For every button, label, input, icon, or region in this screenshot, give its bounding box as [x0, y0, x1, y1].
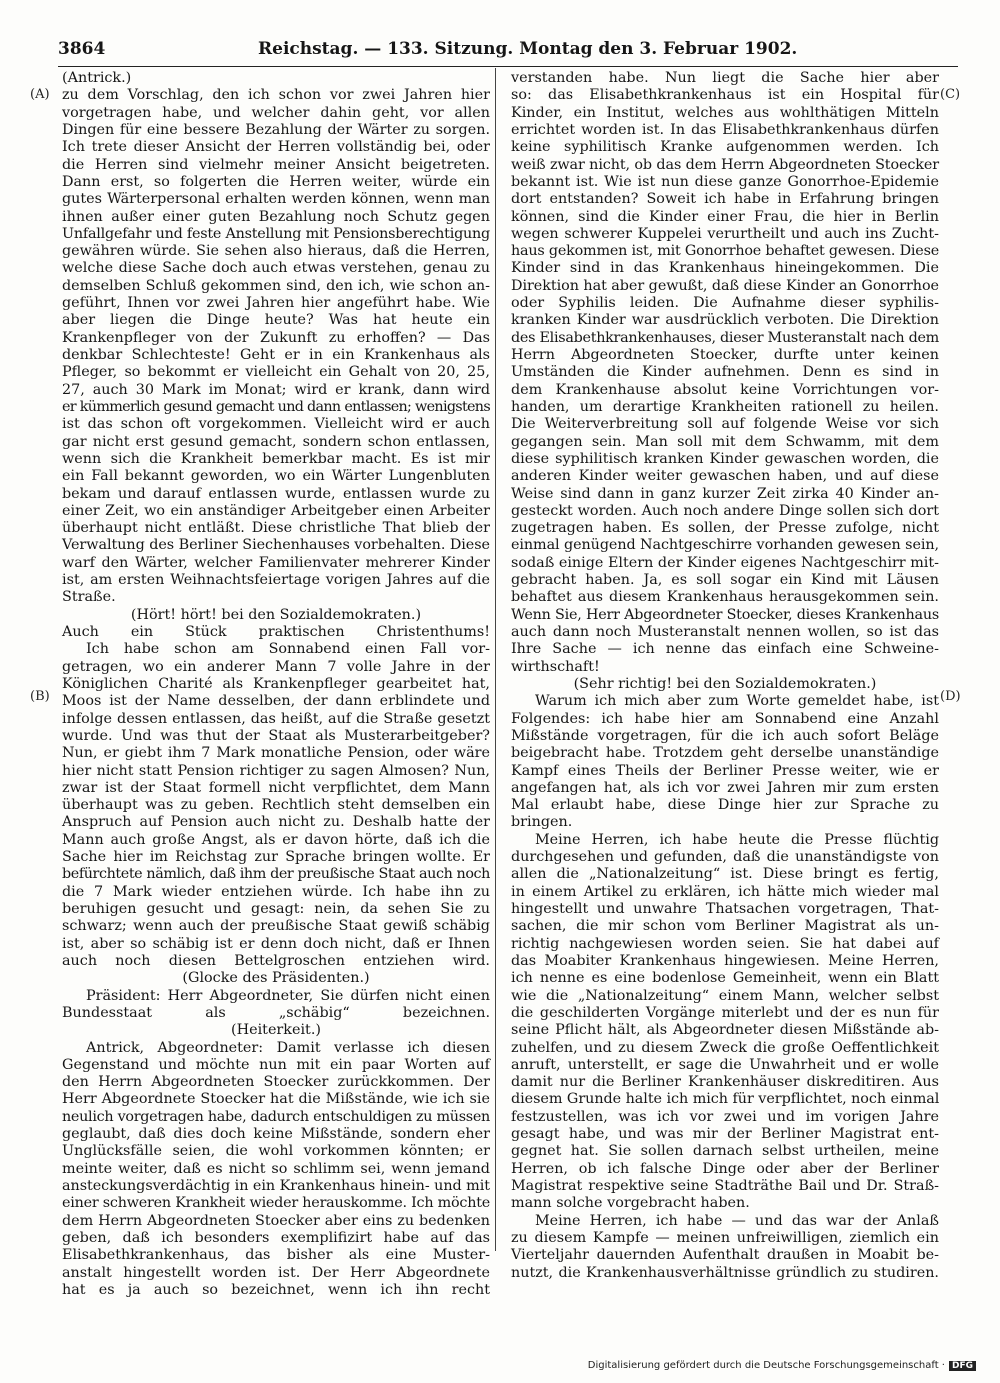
text-line: gesagt habe, und was mir der Berliner Magistrat ent- [511, 1126, 939, 1143]
text-line: bekam und darauf entlassen wurde, entlassen wurde zu [62, 485, 490, 502]
text-line: gegnet hat. Sie sollen darnach selbst urtheilen, meine [511, 1143, 939, 1160]
text-line: anruft, unterstellt, er sage die Unwahrheit und er wolle [511, 1056, 939, 1073]
text-line: Antrick, Abgeordneter: Damit verlasse ich diesen [86, 1039, 490, 1056]
text-line: dort entstanden? Soweit ich habe in Erfahrung bringen [511, 191, 939, 208]
text-line: geglaubt, daß dies doch keine Mißstände, sondern eher [62, 1126, 490, 1143]
text-line: richtig nachgewiesen worden seien. Sie hat dabei auf [511, 935, 939, 952]
text-line: hier nicht statt Pension richtiger zu sagen Almosen? Nun, [62, 762, 490, 779]
text-line: einer Zeit, wo ein anständiger Arbeitgeber einen Arbeiter [62, 502, 490, 519]
text-line: nutzt, die Krankenhausverhältnisse gründlich zu studiren. [511, 1264, 939, 1281]
left-column [62, 70, 490, 1299]
text-line: Ich habe schon am Sonnabend einen Fall vor- [86, 641, 490, 658]
text-line: angefangen hat, als ich vor zwei Jahren mir zum ersten [511, 779, 939, 796]
text-line: (Sehr richtig! bei den Sozialdemokraten.) [573, 675, 877, 692]
text-line: gegangen sein. Man soll mit dem Schwamm, mit dem [511, 433, 939, 450]
margin-marker-c: (C) [940, 87, 961, 102]
text-line: verstanden habe. Nun liegt die Sache hier aber [511, 70, 939, 86]
text-line: befürchtete nämlich, daß ihm der preußische Staat auch noch [62, 866, 490, 883]
text-line: ich nenne es eine bodenlose Gemeinheit, wenn ein Blatt [511, 970, 939, 987]
text-line: den Herrn Abgeordneten Stoecker zurückkommen. Der [62, 1074, 490, 1091]
text-line: kranken Kinder war ausdrücklich verboten. Die Direktion [511, 312, 939, 329]
text-line: denkbar Schlechteste! Geht er in ein Krankenhaus als [62, 347, 490, 363]
text-line: können, sind die Kinder einer Frau, die hier in Berlin [511, 208, 939, 225]
text-line: Anspruch auf Pension auch nicht zu. Deshalb hatte der [62, 814, 490, 831]
dfg-logo: DFG [949, 1361, 976, 1371]
text-line: Elisabethkrankenhaus, das bisher als eine Muster- [62, 1247, 490, 1264]
page-number: 3864 [58, 39, 106, 59]
text-line: zu dem Vorschlag, den ich schon vor zwei Jahren hier [62, 87, 490, 104]
text-line: überhaupt nicht entläßt. Diese christliche That blieb der [62, 520, 490, 537]
text-line: vorgetragen habe, und welcher dahin geht, vor allen [62, 104, 490, 121]
text-line: dem Herrn Abgeordneten Stoecker aber eins zu bedenken [62, 1212, 490, 1229]
text-line: sodaß einige Eltern der Kinder eigenes Nachtgeschirr mit- [511, 554, 939, 571]
text-line: Moos ist der Name desselben, der dann erblindete und [62, 693, 490, 710]
text-line: einmal genügend Nachtgeschirre vorhanden gewesen sein, [511, 537, 939, 554]
text-line: Kampf eines Theils der Berliner Presse weiter, wie er [511, 762, 939, 779]
text-line: Bundesstaat als „schäbig“ bezeichnen. [62, 1004, 490, 1021]
text-line: Vierteljahr dauernden Aufenthalt draußen in Moabit be- [511, 1247, 939, 1264]
text-line: gebracht haben. Ja, es soll sogar ein Kind mit Läusen [511, 572, 939, 589]
text-line: Meine Herren, ich habe heute die Presse flüchtig [535, 831, 939, 848]
text-line: ihnen außer einer guten Bezahlung noch Schutz gegen [62, 208, 490, 225]
text-line: 27, auch 30 Mark im Monat; wird er krank, dann wird [62, 381, 490, 398]
text-line: (Antrick.) [62, 70, 132, 86]
text-line: Folgendes: ich habe hier am Sonnabend eine Anzahl [511, 710, 939, 727]
text-line: (Heiterkeit.) [231, 1022, 321, 1039]
text-line: bringen. [511, 814, 573, 831]
text-line: auch noch diesen Bettelgroschen entziehen wird. [62, 952, 490, 969]
text-line: welche diese Sache doch auch etwas verstehen, genau zu [62, 260, 490, 277]
text-line: wirthschaft! [511, 658, 600, 675]
text-line: allen die „Nationalzeitung“ ist. Diese bringt es fertig, [511, 866, 939, 883]
text-line: zu diesem Kampfe — meinen unfreiwilligen, ziemlich ein [511, 1229, 939, 1246]
text-line: gesteckt worden. Auch noch andere Dinge sollen sich dort [511, 502, 939, 519]
text-line: getragen, wo ein anderer Mann 7 volle Jahre in der [62, 658, 490, 675]
header-rule [58, 66, 958, 67]
text-line: auch dann noch Musteranstalt nennen wollen, so ist das [511, 624, 939, 640]
text-line: Ihre Sache — ich nenne das einfach eine Schweine- [511, 641, 939, 658]
text-line: Straße. [62, 589, 116, 606]
text-line: Unfallgefahr und feste Anstellung mit Pensionsberechtigung [62, 225, 490, 242]
text-line: zwar ist der Staat formell nicht verpflichtet, dem Mann [62, 779, 490, 796]
text-line: dem Krankenhause absolut keine Vorrichtungen vor- [511, 381, 939, 398]
text-line: gar nicht erst gesund gemacht, sondern schon entlassen, [62, 433, 490, 450]
text-line: hat es ja auch so bezeichnet, wenn ich ihn recht [62, 1281, 490, 1298]
text-line: Die Weiterverbreitung soll auf folgende Weise vor sich [511, 416, 939, 433]
text-line: Verwaltung des Berliner Siechenhauses vorbehalten. Diese [62, 537, 490, 554]
text-line: Mann auch große Angst, als er davon hörte, daß ich die [62, 831, 490, 848]
text-line: die Herren sind vielmehr meiner Ansicht beigetreten. [62, 156, 490, 173]
text-line: weiß zwar nicht, ob das dem Herrn Abgeordneten Stoecker [511, 156, 939, 173]
text-line: Kinder, ein Institut, welches aus wohlthätigen Mitteln [511, 104, 939, 121]
text-line: die 7 Mark wieder entziehen würde. Ich habe ihn zu [62, 883, 490, 900]
text-line: wenn sich die Krankheit bemerkbar macht. Es ist mir [62, 450, 490, 467]
text-line: sachen, die mir schon vom Berliner Magistrat als un- [511, 918, 939, 935]
text-line: wurde. Und was thut der Staat als Musterarbeitgeber? [62, 727, 490, 744]
text-line: ansteckungsverdächtig in ein Krankenhaus hinein- und mit [62, 1178, 490, 1194]
text-line: Auch ein Stück praktischen Christenthums! [62, 624, 490, 640]
text-line: Herr Abgeordnete Stoecker hat die Mißstände, wie ich sie [62, 1091, 490, 1108]
footer-text: Digitalisierung gefördert durch die Deutsche Forschungsgemeinschaft · [587, 1360, 945, 1371]
text-line: Meine Herren, ich habe — und das war der Anlaß [535, 1212, 939, 1229]
text-line: er kümmerlich gesund gemacht und dann entlassen; wenigstens [62, 398, 490, 415]
text-line: einer schweren Krankheit wieder herauskomme. Ich möchte [62, 1195, 490, 1212]
text-line: so: das Elisabethkrankenhaus ist ein Hospital für [511, 87, 939, 104]
text-line: gutes Wärterpersonal erhalten werden können, wenn man [62, 191, 490, 208]
text-line: Krankenpfleger von der Zukunft zu erhoffen? — Das [62, 329, 490, 346]
text-line: oder Syphilis leiden. Die Aufnahme dieser syphilis- [511, 295, 939, 312]
text-line: anderen Kinder weiter gewaschen haben, und auf diese [511, 468, 939, 485]
footer [588, 1360, 976, 1371]
text-line: (Glocke des Präsidenten.) [182, 970, 370, 987]
text-line: neulich vorgetragen habe, dadurch entschuldigen zu müssen [62, 1108, 490, 1125]
margin-marker-a: (A) [30, 87, 50, 102]
text-line: zuhelfen, und zu diesem Zweck die große Oeffentlichkeit [511, 1039, 939, 1056]
text-line: Magistrat respektive seine Stadträthe Bail und Dr. Straß- [511, 1178, 939, 1194]
text-line: wie die „Nationalzeitung“ einem Mann, welcher selbst [511, 987, 939, 1004]
text-line: die geschilderten Vorgänge miterlebt und der es nun für [511, 1004, 939, 1021]
text-line: Herrn Abgeordneten Stoecker, durfte unter keinen [511, 347, 939, 363]
text-line: geführt, Ihnen vor zwei Jahren hier angeführt habe. Wie [62, 295, 490, 312]
margin-marker-b: (B) [30, 689, 50, 704]
text-line: diese syphilitisch kranken Kinder gewaschen worden, die [511, 450, 939, 467]
page-title: Reichstag. — 133. Sitzung. Montag den 3. Februar 1902. [258, 39, 798, 59]
text-line: aber liegen die Dinge heute? Was hat heute ein [62, 312, 490, 329]
text-line: infolge dessen entlassen, das heißt, auf die Straße gesetzt [62, 710, 490, 727]
text-line: Herren, ob ich falsche Dinge oder aber der Berliner [511, 1160, 939, 1177]
text-line: durchgesehen und gefunden, daß die unanständigste von [511, 849, 939, 866]
margin-marker-d: (D) [940, 689, 961, 704]
text-line: Mißstände vorgetragen, für die ich auch sofort Beläge [511, 727, 939, 744]
right-column [511, 70, 939, 1282]
text-line: Dann erst, so folgerten die Herren weiter, würde ein [62, 173, 490, 190]
text-line: diesem Grunde halte ich mich für verpflichtet, noch einmal [511, 1091, 940, 1108]
text-line: das Moabiter Krankenhaus hingewiesen. Meine Herren, [511, 952, 939, 969]
text-line: errichtet worden ist. In das Elisabethkrankenhaus dürfen [511, 121, 939, 138]
text-line: des Elisabethkrankenhauses, dieser Musteranstalt nach dem [511, 329, 939, 346]
text-line: damit nur die Berliner Krankenhäuser diskreditiren. Aus [511, 1074, 939, 1091]
text-line: haus gekommen ist, mit Gonorrhoe behaftet gewesen. Diese [511, 243, 939, 260]
text-line: beruhigen gesucht und gesagt: nein, da sehen Sie zu [62, 901, 490, 917]
text-line: Kinder sind in das Krankenhaus hineingekommen. Die [511, 260, 939, 277]
text-line: ein Fall bekannt geworden, wo ein Wärter Lungenbluten [62, 468, 490, 485]
text-line: Unglücksfälle seien, die wohl vorkommen könnten; er [62, 1143, 490, 1160]
text-line: gewähren würde. Sie sehen also hieraus, daß die Herren, [62, 243, 490, 260]
text-line: Pfleger, so bekommt er vielleicht ein Gehalt von 20, 25, [62, 364, 490, 381]
column-divider [495, 68, 496, 1251]
text-line: in einem Artikel zu erklären, ich hätte mich wieder mal [511, 883, 939, 900]
text-line: handen, um derartige Krankheiten rationell zu heilen. [511, 398, 939, 415]
text-line: behaftet aus diesem Krankenhaus herausgekommen sein. [511, 589, 939, 606]
text-line: Direktion hat aber gewußt, daß diese Kinder an Gonorrhoe [511, 277, 939, 294]
text-line: ist, aber so schäbig ist er denn doch nicht, daß er Ihnen [62, 935, 490, 952]
text-line: demselben Schluß gekommen sind, den ich, wie schon an- [62, 277, 490, 294]
text-line: festzustellen, was ich vor zwei und im vorigen Jahre [511, 1108, 939, 1125]
text-line: warf den Wärter, welcher Familienvater mehrerer Kinder [62, 554, 490, 571]
text-line: (Hört! hört! bei den Sozialdemokraten.) [130, 606, 422, 623]
text-line: Mal erlaubt habe, diese Dinge hier zur Sprache zu [511, 797, 939, 814]
text-line: seine Pflicht hält, als Abgeordneter diesen Mißstände ab- [511, 1022, 939, 1039]
text-line: anstalt hingestellt worden ist. Der Herr Abgeordnete [62, 1264, 490, 1281]
text-line: Präsident: Herr Abgeordneter, Sie dürfen nicht einen [86, 987, 490, 1004]
text-line: überhaupt was zu geben. Rechtlich steht demselben ein [62, 797, 490, 814]
text-line: Wenn Sie, Herr Abgeordneter Stoecker, dieses Krankenhaus [511, 606, 939, 623]
text-line: meinte weiter, daß es nicht so schlimm sei, wenn jemand [62, 1160, 490, 1177]
text-line: beigebracht habe. Trotzdem geht derselbe unanständige [511, 745, 939, 762]
text-line: Ich trete dieser Ansicht der Herren vollständig bei, oder [62, 139, 490, 156]
text-line: Umständen die Kinder aufnehmen. Denn es sind in [511, 364, 939, 381]
text-line: Gegenstand und möchte nun mit ein paar Worten auf [62, 1056, 490, 1073]
text-line: Weise sind dann in ganz kurzer Zeit zirka 40 Kinder an- [511, 485, 939, 502]
text-line: bekannt ist. Wie ist nun diese ganze Gonorrhoe-Epidemie [511, 173, 939, 190]
text-line: Sache hier im Reichstag zur Sprache bringen wollte. Er [62, 849, 490, 866]
text-line: mann solche vorgebracht haben. [511, 1195, 750, 1212]
text-line: Warum ich mich aber zum Worte gemeldet habe, ist [535, 693, 939, 710]
text-line: ist das schon oft vorgekommen. Vielleicht wird er auch [62, 416, 490, 433]
text-line: wegen schwerer Kuppelei verurtheilt und auch ins Zucht- [511, 225, 939, 242]
text-line: Dingen für eine bessere Bezahlung der Wärter zu sorgen. [62, 121, 490, 138]
text-line: keine syphilitisch Kranke aufgenommen werden. Ich [511, 139, 939, 156]
text-line: geben, daß ich besonders exemplifizirt habe auf das [62, 1229, 490, 1246]
text-line: hingestellt und unwahre Thatsachen vorgetragen, That- [511, 901, 939, 917]
text-line: ist, am ersten Weihnachtsfeiertage vorigen Jahres auf die [62, 572, 490, 589]
page-header [58, 39, 958, 65]
text-line: Nun, er giebt ihm 7 Mark monatliche Pension, oder wäre [62, 745, 490, 762]
text-line: zugetragen haben. Es sollen, der Presse zufolge, nicht [511, 520, 939, 537]
text-line: schwarz; wenn auch der preußische Staat gewiß schäbig [62, 918, 490, 935]
text-line: Königlichen Charité als Krankenpfleger gearbeitet hat, [62, 675, 490, 692]
